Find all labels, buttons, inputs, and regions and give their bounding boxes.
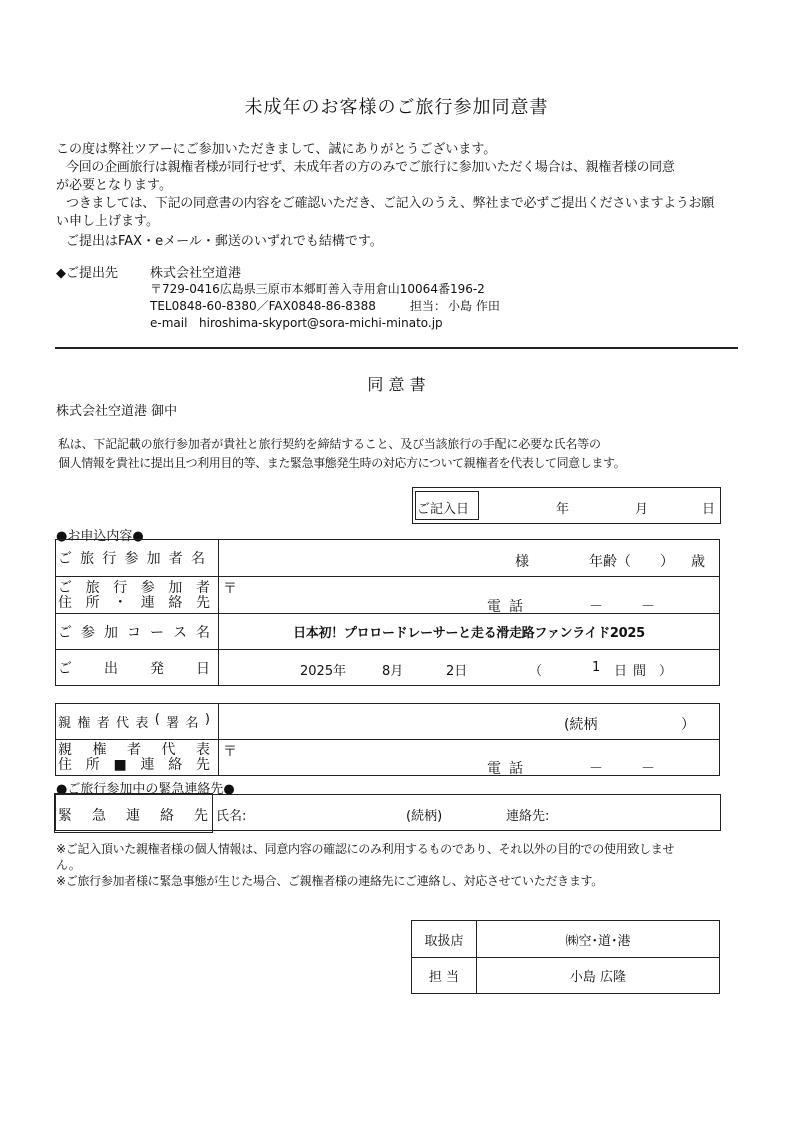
emergency-relation-label[interactable]: (続柄): [406, 809, 443, 824]
staff-label: 担 当: [412, 958, 477, 994]
departure-label: ご 出 発 日: [58, 660, 210, 677]
departure-label-cell: [56, 650, 219, 686]
application-section-title: ●お申込内容●: [56, 529, 144, 544]
departure-close-paren: ）: [659, 664, 673, 679]
guardian-rep-label-cell: [56, 704, 219, 740]
emergency-section-title: ●ご旅行参加中の緊急連絡先●: [56, 782, 235, 797]
age-close: ）: [660, 554, 674, 570]
participant-name-field[interactable]: [219, 540, 720, 577]
postal-mark: 〒: [223, 581, 237, 597]
page-title: 未成年のお客様のご旅行参加同意書: [244, 97, 549, 118]
email-label: e-mail: [150, 316, 188, 330]
phone-label: 電話: [487, 599, 531, 615]
participant-name-label: ご 旅 行 参 加 者 名: [58, 551, 210, 567]
departure-field[interactable]: [219, 650, 720, 686]
participant-address-field[interactable]: [219, 577, 720, 614]
note-1b: ん。: [56, 858, 81, 872]
departure-open-paren: （: [529, 664, 543, 679]
emergency-contact-label[interactable]: 連絡先:: [506, 809, 550, 824]
age-unit: 歳: [691, 554, 705, 570]
guardian-phone-dash-1: －: [589, 761, 603, 777]
submission-label: ◆ご提出先: [56, 266, 118, 281]
guardian-postal-mark: 〒: [223, 744, 237, 760]
consent-heading: 同 意 書: [367, 375, 426, 394]
course-label-cell: [56, 614, 219, 650]
handling-table: [411, 920, 720, 994]
departure-month: 8月: [382, 664, 404, 679]
staff-value: 小島 広隆: [477, 958, 720, 994]
participant-address-label-2: 住 所 ・ 連 絡 先: [58, 594, 210, 611]
intro-line-1: この度は弊社ツアーにご参加いただきまして、誠にありがとうございます。: [56, 142, 497, 157]
guardian-table: [55, 703, 720, 776]
course-name: 日本初！プロロードレーサーと走る滑走路ファンライド2025: [219, 614, 720, 650]
intro-line-2: 今回の企画旅行は親権者様が同行せず、未成年者の方のみでご旅行に参加いただく場合は、親権者様の同意: [66, 160, 675, 175]
age-label: 年齢（: [589, 554, 631, 570]
submission-contact-name: 小島 作田: [448, 299, 500, 313]
entry-month-unit[interactable]: 月: [635, 502, 649, 517]
sama-label: 様: [515, 554, 529, 570]
participant-address-label-cell: [56, 577, 219, 614]
submission-address: 〒729-0416広島県三原市本郷町善入寺用倉山10064番196-2: [150, 282, 485, 296]
departure-days: 1: [592, 660, 601, 675]
entry-day-unit[interactable]: 日: [702, 502, 716, 517]
consent-addressee: 株式会社空道港 御中: [56, 404, 178, 419]
submission-company: 株式会社空道港: [150, 266, 242, 281]
consent-body-2: 個人情報を貴社に提出且つ利用目的等、また緊急事態発生時の対応方について親権者を代表して同意します。: [58, 456, 626, 470]
course-label: ご 参 加 コ ー ス 名: [58, 624, 210, 641]
guardian-phone-label: 電話: [487, 761, 531, 777]
section-divider: [55, 347, 738, 349]
submission-contact-label: 担当：: [410, 299, 447, 313]
entry-date-label: ご記入日: [417, 502, 470, 517]
intro-line-3: が必要となります。: [56, 178, 172, 193]
departure-days-unit: 日間: [614, 664, 653, 679]
guardian-relation-close: ）: [681, 717, 695, 733]
email-address[interactable]: hiroshima-skyport@sora-michi-minato.jp: [199, 316, 443, 330]
guardian-address-label-1: 親 権 者 代 表: [58, 742, 210, 758]
participant-address-label-1: ご 旅 行 参 加 者: [58, 579, 210, 596]
guardian-address-field[interactable]: [219, 740, 720, 776]
phone-dash-1: －: [589, 599, 603, 615]
guardian-address-label-cell: [56, 740, 219, 776]
guardian-rep-label: 親 権 者 代 表 ( 署 名 ): [58, 712, 210, 731]
note-1a: ※ご記入頂いた親権者様の個人情報は、同意内容の確認にのみ利用するものであり、それ以外の目的での使用致しませ: [56, 842, 675, 856]
guardian-address-label-2: 住 所 ■ 連 絡 先: [58, 757, 210, 773]
guardian-signature-field[interactable]: [219, 704, 720, 740]
phone-dash-2: －: [641, 599, 655, 615]
office-value: ㈱空･道･港: [477, 921, 720, 958]
emergency-contact-box: [55, 794, 721, 831]
guardian-phone-dash-2: －: [641, 761, 655, 777]
office-label: 取扱店: [412, 921, 477, 958]
intro-line-5: い申し上げます。: [56, 214, 159, 229]
departure-day: 2日: [446, 664, 468, 679]
intro-line-4: つきましては、下記の同意書の内容をご確認いただき、ご記入のうえ、弊社まで必ずご提出くださいますようお願: [66, 196, 714, 211]
emergency-name-label[interactable]: 氏名:: [216, 809, 247, 824]
guardian-relation-open: (続柄: [564, 717, 598, 733]
intro-line-6: ご提出はFAX・eメール・郵送のいずれでも結構です。: [66, 234, 383, 249]
entry-year-unit[interactable]: 年: [556, 502, 570, 517]
emergency-label: 緊 急 連 絡 先: [58, 808, 208, 824]
application-table: [55, 539, 720, 686]
entry-date-box: [412, 487, 721, 524]
note-2: ※ご旅行参加者様に緊急事態が生じた場合、ご親権者様の連絡先にご連絡し、対応させていただきます。: [56, 874, 603, 888]
submission-tel-fax: TEL0848-60-8380／FAX0848-86-8388: [150, 299, 376, 313]
departure-year: 2025年: [300, 664, 347, 679]
consent-body-1: 私は、下記記載の旅行参加者が貴社と旅行契約を締結すること、及び当該旅行の手配に必要な氏名等の: [58, 437, 601, 451]
participant-name-label-cell: [56, 540, 219, 577]
